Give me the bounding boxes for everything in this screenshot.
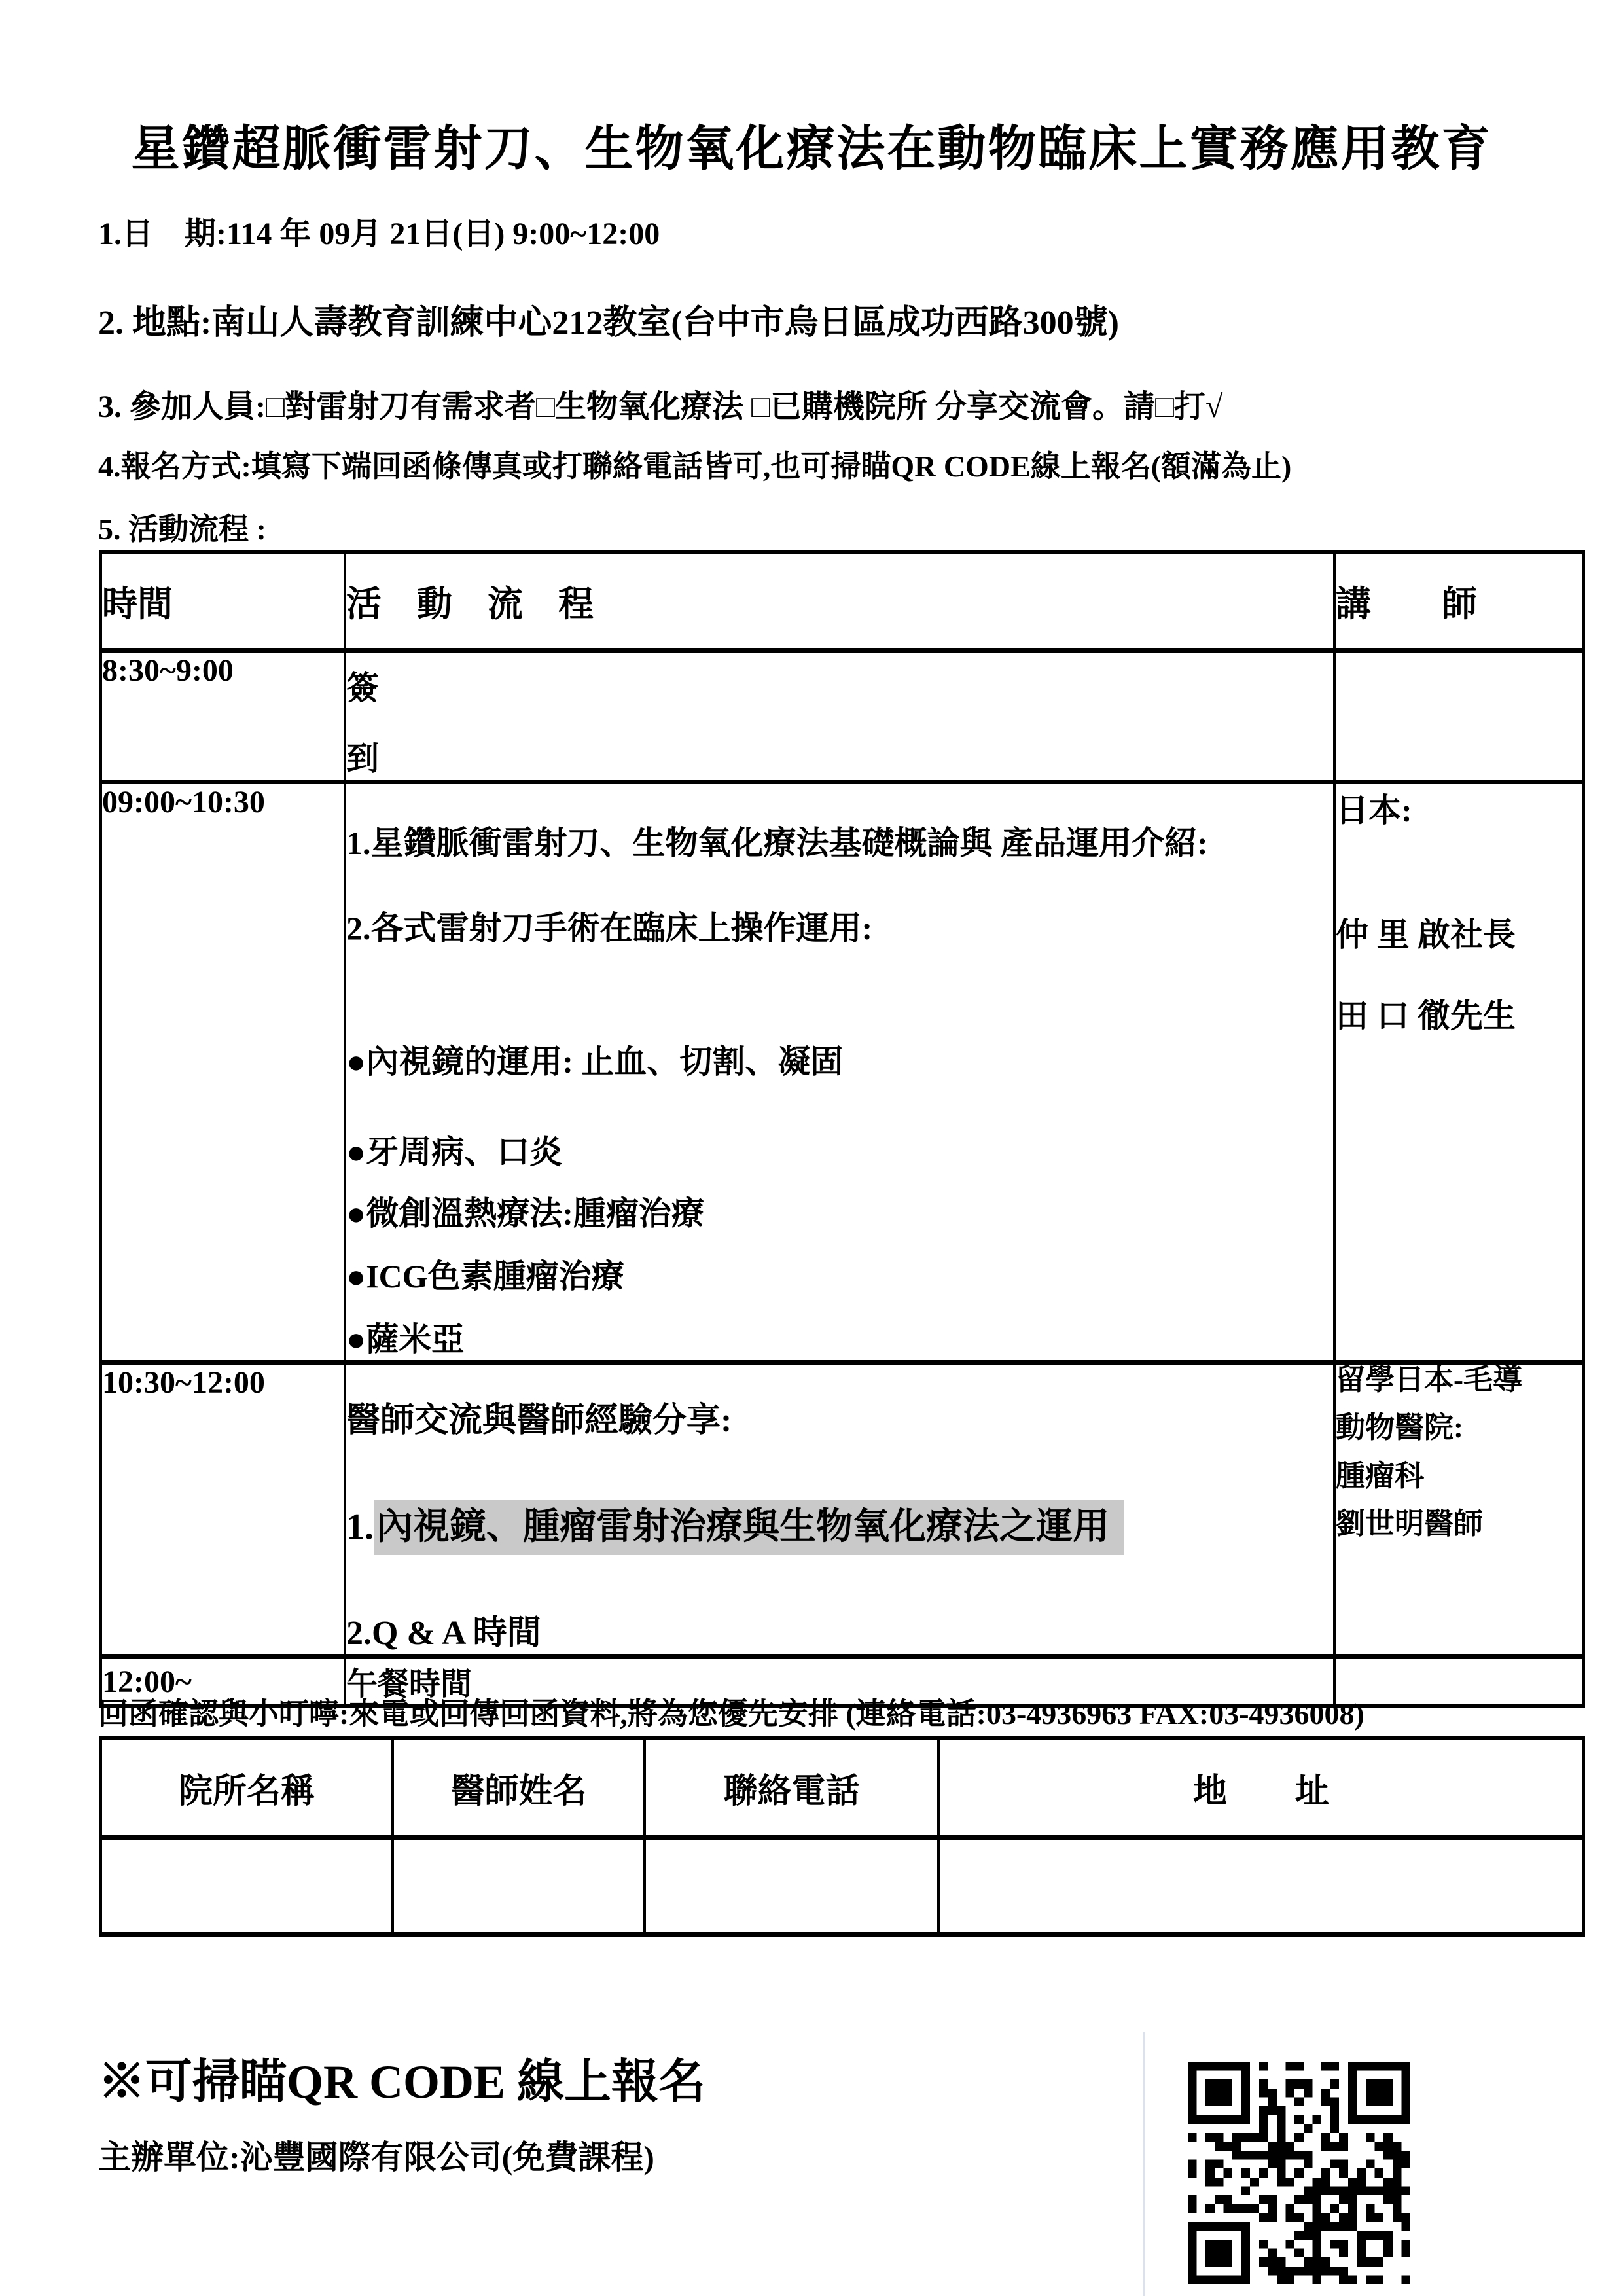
morning-bullet-endoscope: ●內視鏡的運用: 止血、切割、凝固: [346, 1043, 844, 1080]
signin-time: 8:30~9:00: [101, 651, 345, 782]
lunch-time: 12:00~: [101, 1657, 345, 1706]
signin-line2: 到: [346, 740, 379, 777]
exchange-item-qa: 2.Q & A 時間: [346, 1615, 541, 1652]
morning-bullet-icg: ●ICG色素腫瘤治療: [346, 1258, 624, 1295]
exchange-lecturer-line1: 留學日本-毛導: [1336, 1363, 1522, 1396]
organizer-line: 主辦單位:沁豐國際有限公司(免費課程): [98, 2139, 654, 2176]
divider-line: [1143, 2032, 1145, 2296]
reply-clinic-name-field[interactable]: [101, 1838, 393, 1935]
reply-form-header-row: [101, 1738, 1584, 1838]
exchange-item-2-prefix: 1.: [346, 1507, 374, 1547]
exchange-item-2: [346, 1498, 1333, 1550]
schedule-header-row: [101, 552, 1584, 651]
morning-lecturer-nakazato: 仲 里 啟社長: [1336, 916, 1516, 953]
exchange-time: 10:30~12:00: [101, 1363, 345, 1657]
reply-header-address: 地 址: [938, 1738, 1584, 1838]
morning-bullet-periodontal: ●牙周病、口炎: [346, 1134, 563, 1170]
qr-code-icon: [1188, 2062, 1410, 2284]
reply-address-field[interactable]: [938, 1838, 1584, 1935]
page-title: 星鑽超脈衝雷射刀、生物氧化療法在動物臨床上實務應用教育: [131, 122, 1492, 176]
schedule-table: [99, 550, 1585, 1708]
info-line-date: 1.日 期:114 年 09月 21日(日) 9:00~12:00: [98, 217, 660, 251]
morning-bullet-samia: ●薩米亞: [346, 1321, 465, 1357]
qr-code-svg: [1188, 2062, 1410, 2284]
morning-time: 09:00~10:30: [101, 782, 345, 1363]
exchange-lecturer-line2: 動物醫院:: [1336, 1411, 1463, 1444]
reply-header-clinic-name: 院所名稱: [101, 1738, 393, 1838]
table-row-morning-session: [101, 782, 1584, 1363]
reply-contact-phone-field[interactable]: [645, 1838, 938, 1935]
schedule-header-lecturer: 講 師: [1334, 552, 1584, 651]
morning-lecturer-country: 日本:: [1336, 792, 1412, 829]
table-row-exchange-session: [101, 1363, 1584, 1657]
schedule-header-activity: 活 動 流 程: [345, 552, 1334, 651]
signin-lecturer-empty: [1334, 651, 1584, 782]
reply-confirmation-note: 回函確認與小叮嚀:來電或回傳回函資料,將為您優先安排 (連絡電話:03-4936963 FAX:03-4936008): [98, 1697, 1364, 1731]
info-line-location: 2. 地點:南山人壽教育訓練中心212教室(台中市烏日區成功西路300號): [98, 304, 1119, 342]
lunch-activity: 午餐時間: [345, 1657, 1334, 1706]
morning-item-2: 2.各式雷射刀手術在臨床上操作運用:: [346, 910, 873, 946]
exchange-lecturer-line3: 腫瘤科: [1336, 1459, 1425, 1492]
exchange-item-1: 醫師交流與醫師經驗分享:: [346, 1402, 732, 1439]
lunch-lecturer-empty: [1334, 1657, 1584, 1706]
qr-scan-note: ※可掃瞄QR CODE 線上報名: [98, 2056, 706, 2108]
info-line-agenda-label: 5. 活動流程 :: [98, 512, 266, 546]
exchange-item-2-highlighted-text: 內視鏡、腫瘤雷射治療與生物氧化療法之運用: [374, 1500, 1124, 1555]
reply-form-table: [99, 1736, 1585, 1937]
reply-form-input-row: [101, 1838, 1584, 1935]
morning-bullet-thermal: ●微創溫熱療法:腫瘤治療: [346, 1195, 704, 1232]
reply-doctor-name-field[interactable]: [393, 1838, 645, 1935]
info-line-registration: 4.報名方式:填寫下端回函條傳真或打聯絡電話皆可,也可掃瞄QR CODE線上報名(額滿為止): [98, 450, 1292, 483]
exchange-lecturer-line4: 劉世明醫師: [1336, 1507, 1484, 1540]
reply-header-doctor-name: 醫師姓名: [393, 1738, 645, 1838]
reply-header-contact-phone: 聯絡電話: [645, 1738, 938, 1838]
morning-item-1: 1.星鑽脈衝雷射刀、生物氧化療法基礎概論與 產品運用介紹:: [346, 825, 1208, 861]
table-row-signin: [101, 651, 1584, 782]
morning-lecturer-taguchi: 田 口 徹先生: [1336, 997, 1516, 1034]
signin-line1: 簽: [346, 670, 379, 706]
schedule-header-time: 時間: [101, 552, 345, 651]
info-line-participants: 3. 參加人員:□對雷射刀有需求者□生物氧化療法 □已購機院所 分享交流會。請□打√: [98, 389, 1223, 424]
